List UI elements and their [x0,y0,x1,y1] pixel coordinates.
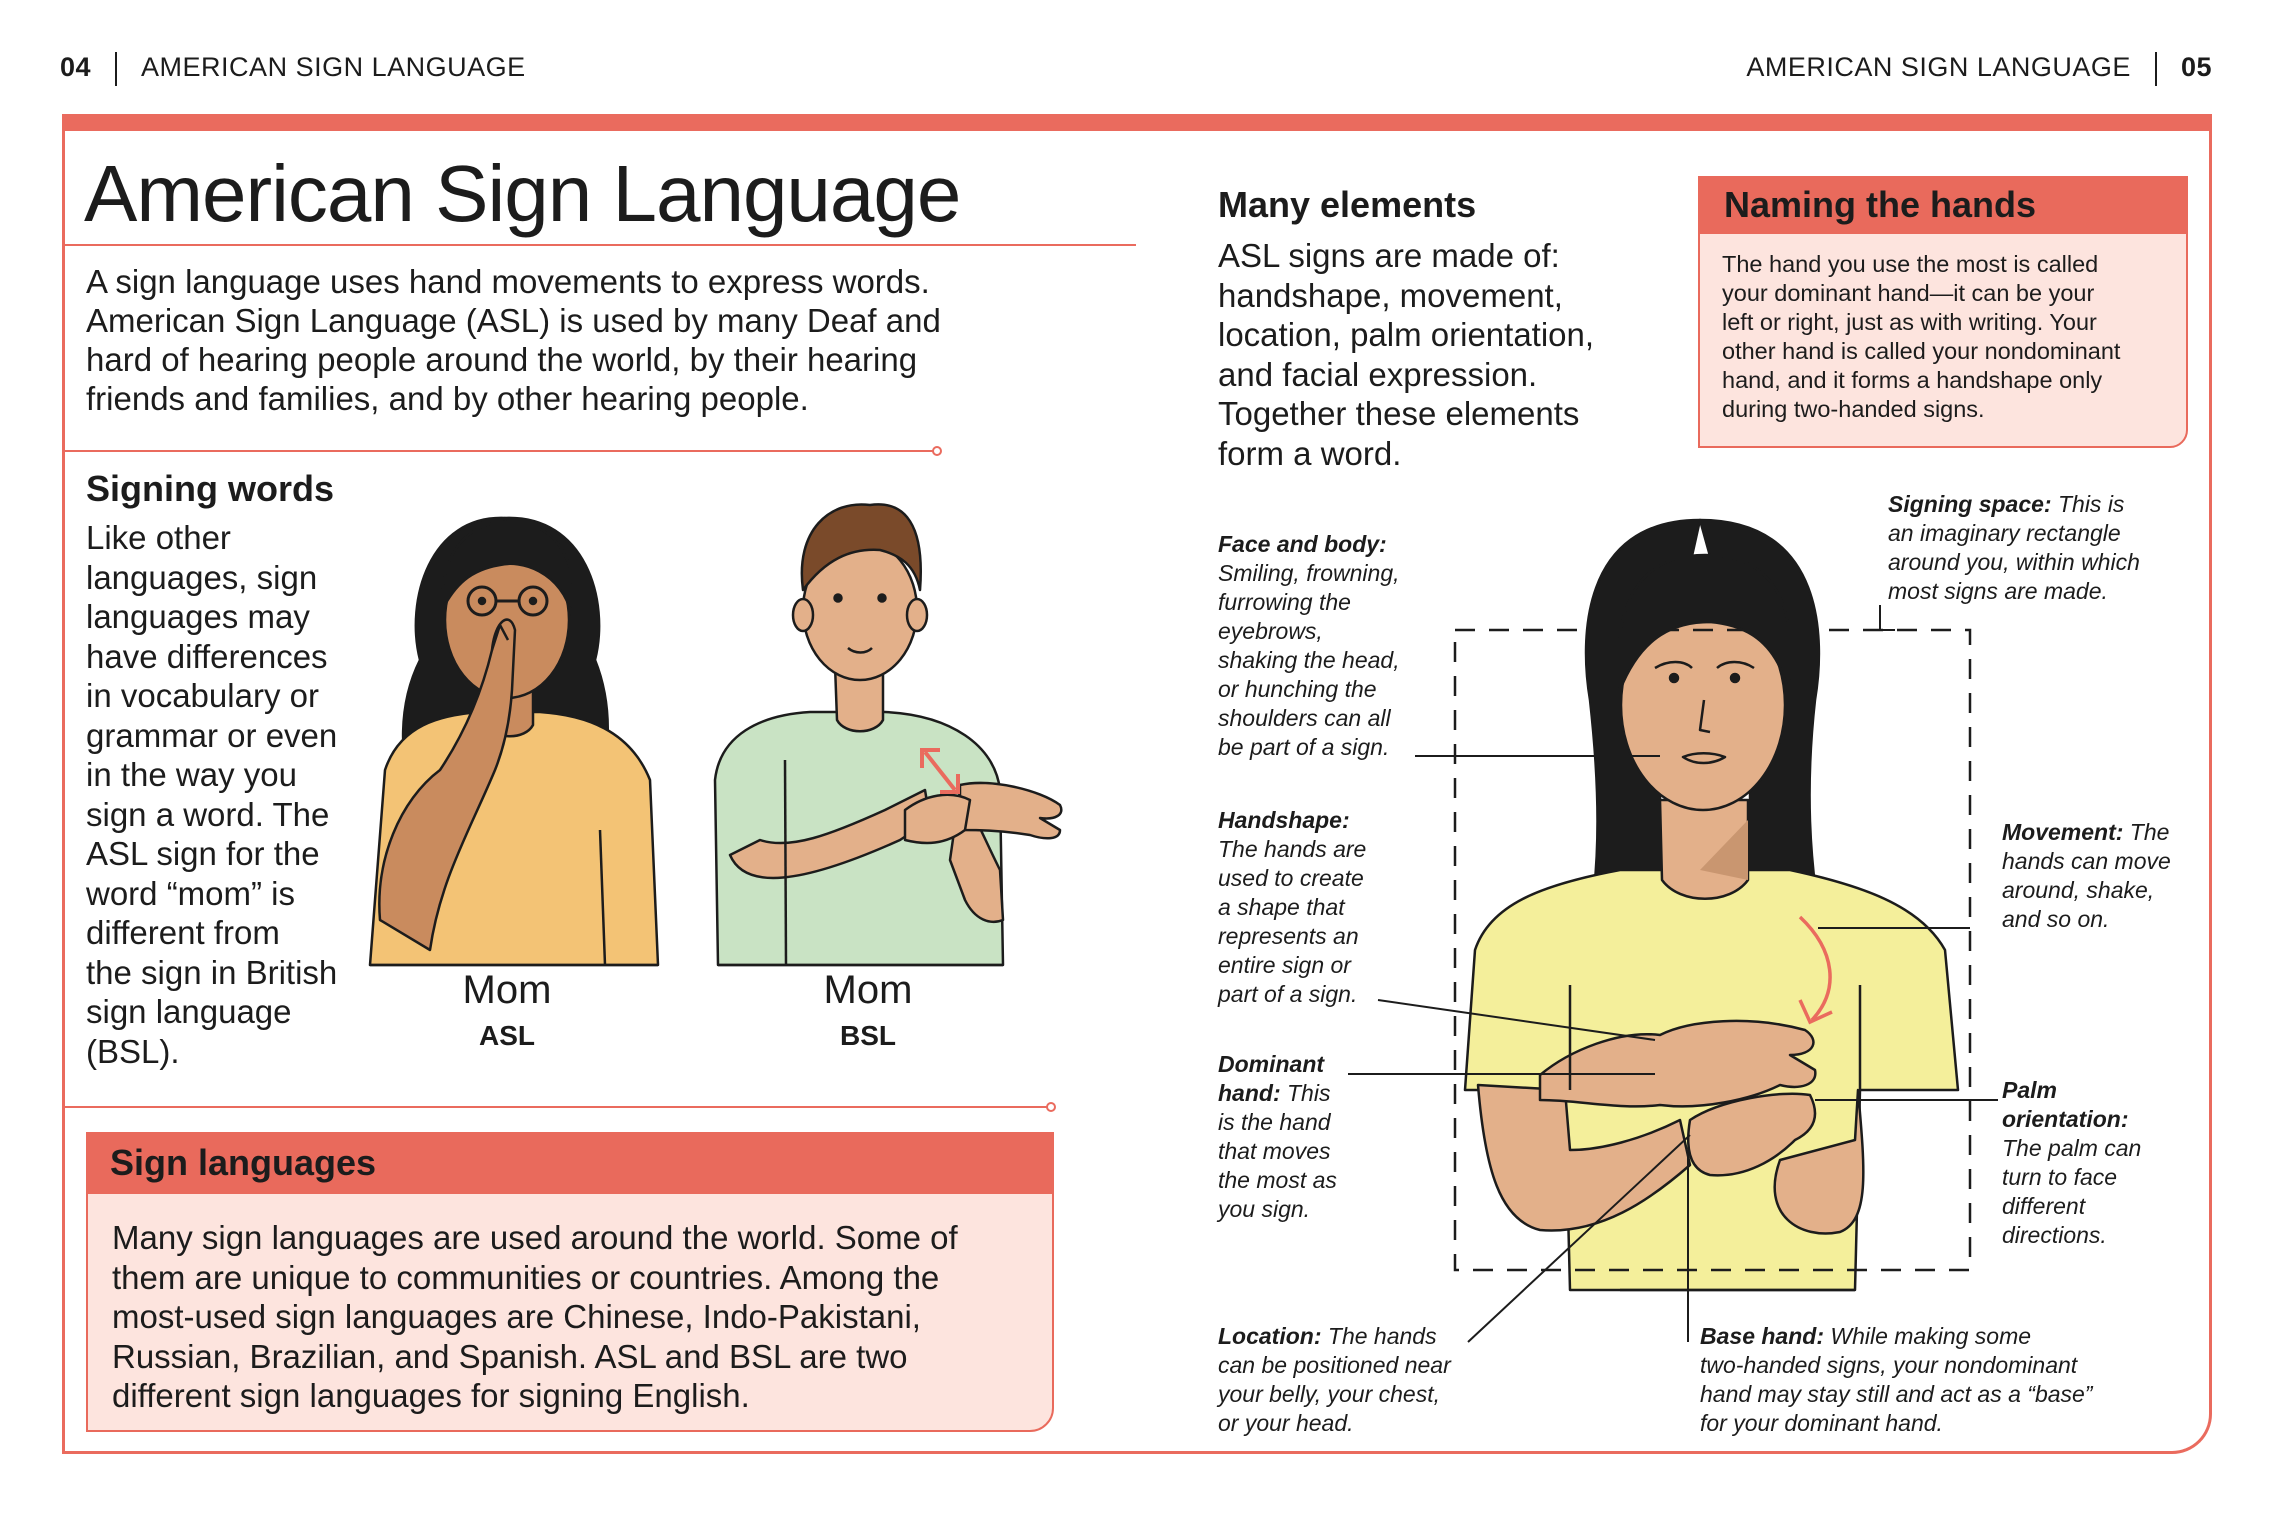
paragraph-line: your dominant hand—it can be your [1722,280,2095,306]
annotation-line: shoulders can all [1218,705,1391,731]
section-divider [64,450,936,452]
annotation-line: The hands [1321,1323,1437,1349]
sign-languages-body [86,1190,1054,1432]
palm-orientation-annotation [2002,1076,2141,1250]
annotation-line: you sign. [1218,1196,1311,1222]
face-body-annotation [1218,530,1400,762]
annotation-line: directions. [2002,1222,2107,1248]
annotation-line: is the hand [1218,1109,1331,1135]
paragraph-line: The hand you use the most is called [1722,251,2099,277]
paragraph-line: sign a word. The [86,795,330,833]
handshape-annotation [1218,806,1366,1009]
annotation-term: orientation: [2002,1106,2129,1132]
asl-caption-word: Mom [462,968,552,1012]
paragraph-line: different from [86,914,280,951]
paragraph-line: word “mom” is [86,874,296,912]
annotation-line: hands can move [2002,848,2171,874]
location-annotation [1218,1322,1451,1438]
signing-words-paragraph [86,518,376,1071]
annotation-line: turn to face [2002,1164,2118,1190]
annotation-term: hand: [1218,1080,1281,1106]
intro-line: A sign language uses hand movements to express words. [86,263,930,300]
bsl-caption-word: Mom [823,968,913,1012]
paragraph-line: (BSL). [86,1032,180,1070]
annotation-term: Palm [2002,1077,2057,1103]
annotation-line: This [1280,1080,1331,1106]
left-running-header [60,52,526,86]
paragraph-line: sign language [86,993,292,1030]
dominant-hand-annotation [1218,1050,1337,1224]
signing-words-heading: Signing words [86,468,334,509]
frame-right-line [2209,114,2212,1414]
annotation-line: part of a sign. [1218,981,1358,1007]
paragraph-line: and facial expression. [1218,355,1538,393]
annotation-line: most signs are made. [1888,578,2108,604]
annotation-line: your belly, your chest, [1218,1381,1441,1407]
annotation-line: different [2002,1193,2086,1219]
paragraph-line: in the way you [86,756,297,793]
signing-space-annotation [1888,490,2140,606]
many-elements-paragraph [1218,236,1678,473]
base-hand-annotation [1700,1322,2092,1438]
paragraph-line: location, palm orientation, [1218,316,1595,353]
annotation-line: eyebrows, [1218,618,1323,644]
paragraph-line: Russian, Brazilian, and Spanish. ASL and BSL are two [112,1337,908,1375]
annotation-line: around you, within which [1888,549,2140,575]
annotation-line: around, shake, [2002,877,2155,903]
annotation-line: entire sign or [1218,952,1351,978]
frame-rounded-corner [2136,1378,2212,1454]
intro-line: friends and families, and by other hearing people. [86,380,809,417]
intro-line: American Sign Language (ASL) is used by many Deaf and [86,302,941,339]
paragraph-line: during two-handed signs. [1722,396,1985,422]
divider-dot [932,446,942,456]
paragraph-line: ASL sign for the [86,835,320,872]
annotation-line: used to create [1218,865,1364,891]
paragraph-line: ASL signs are made of: [1218,237,1560,274]
paragraph-line: different sign languages for signing English. [112,1377,750,1414]
annotation-line: for your dominant hand. [1700,1410,1943,1436]
sign-languages-box [86,1132,1054,1432]
left-page-number: 04 [60,52,92,83]
paragraph-line: form a word. [1218,434,1402,472]
annotation-line: shaking the head, [1218,647,1400,673]
paragraph-line: Like other [86,519,231,556]
movement-annotation [2002,818,2171,934]
paragraph-line: them are unique to communities or countries. Among the [112,1258,940,1296]
annotation-term: Face and body: [1218,531,1387,557]
movement-arrow-icon [1800,917,1832,1022]
paragraph-line: most-used sign languages are Chinese, Indo-Pakistani, [112,1298,921,1335]
annotation-line: or hunching the [1218,676,1377,702]
title-underline [64,244,1136,246]
annotation-line: or your head. [1218,1410,1354,1436]
naming-hands-heading: Naming the hands [1698,176,2188,234]
paragraph-line: handshape, movement, [1218,276,1563,314]
frame-left-line [62,114,65,1454]
annotation-term: Movement: [2002,819,2124,845]
paragraph-line: other hand is called your nondominant [1722,338,2121,364]
frame-top-bar [62,114,2212,131]
divider-dot [1046,1102,1056,1112]
paragraph-line: Many sign languages are used around the world. Some of [112,1219,958,1256]
section-divider [64,1106,1050,1108]
annotation-term: Base hand: [1700,1323,1824,1349]
paragraph-line: languages, sign [86,558,318,596]
header-separator [115,52,117,86]
annotation-line: that moves [1218,1138,1331,1164]
annotation-term: Location: [1218,1323,1322,1349]
signing-space-rectangle [1455,630,1970,1270]
annotation-line: While making some [1823,1323,2032,1349]
intro-line: hard of hearing people around the world, by their hearing [86,341,918,378]
sign-languages-heading: Sign languages [86,1132,1054,1194]
annotation-line: Smiling, frowning, [1218,560,1400,586]
paragraph-line: have differences [86,637,328,675]
annotation-line: hand may stay still and act as a “base” [1700,1381,2093,1407]
annotation-line: This is [2051,491,2125,517]
asl-caption-language: ASL [479,1020,535,1051]
naming-hands-body [1698,230,2188,448]
annotation-line: two-handed signs, your nondominant [1700,1352,2078,1378]
annotation-line: The hands are [1218,836,1367,862]
annotation-line: be part of a sign. [1218,734,1390,760]
many-elements-heading: Many elements [1218,184,1477,225]
annotation-term: Signing space: [1888,491,2052,517]
header-separator [2155,52,2157,86]
paragraph-line: languages may [86,598,310,635]
annotation-line: The [2123,819,2170,845]
paragraph-line: in vocabulary or [86,677,319,714]
page-title: American Sign Language [84,149,961,238]
annotation-line: represents an [1218,923,1359,949]
annotation-line: and so on. [2002,906,2110,932]
paragraph-line: the sign in British [86,953,338,991]
annotation-line: the most as [1218,1167,1337,1193]
annotation-line: an imaginary rectangle [1888,520,2121,546]
paragraph-line: Together these elements [1218,395,1580,432]
annotation-term: Dominant [1218,1051,1325,1077]
right-running-title: AMERICAN SIGN LANGUAGE [1746,52,2131,83]
bsl-caption-language: BSL [840,1020,896,1051]
right-page-number: 05 [2180,52,2212,83]
right-running-header [1746,52,2212,86]
annotation-line: can be positioned near [1218,1352,1451,1378]
intro-paragraph [86,262,986,418]
annotation-term: Handshape: [1218,807,1350,833]
frame-bottom-line [62,1451,2172,1454]
annotation-leader-lines [1348,605,1998,1342]
annotation-line: a shape that [1218,894,1345,920]
left-running-title: AMERICAN SIGN LANGUAGE [141,52,526,83]
paragraph-line: hand, and it forms a handshape only [1722,367,2103,393]
annotation-line: The palm can [2002,1135,2142,1161]
movement-arrow-icon [922,750,958,792]
annotation-line: furrowing the [1218,589,1351,615]
naming-hands-box [1698,176,2188,448]
paragraph-line: left or right, just as with writing. Your [1722,309,2097,335]
paragraph-line: grammar or even [86,716,338,754]
